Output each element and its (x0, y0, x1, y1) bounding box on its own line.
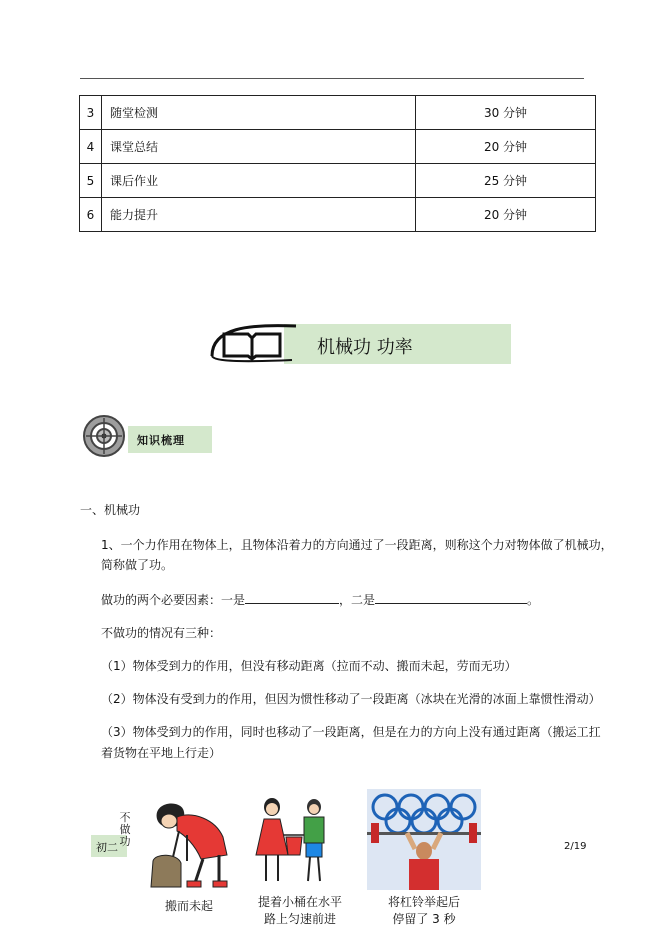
row-duration: 25 分钟 (416, 164, 596, 198)
definition-line-1: 1、一个力作用在物体上，且物体沿着力的方向通过了一段距离，则称这个力对物体做了机械功， (101, 538, 613, 552)
row-number: 4 (80, 130, 102, 164)
blank-2 (375, 591, 527, 604)
factors-line (101, 591, 539, 609)
caption-3-line-1: 将杠铃举起后 (387, 895, 460, 909)
factors-prefix: 做功的两个必要因素：一是 (101, 593, 246, 607)
factors-end: 。 (527, 593, 540, 607)
row-duration: 20 分钟 (416, 130, 596, 164)
schedule-table (79, 95, 596, 232)
row-activity: 随堂检测 (102, 96, 416, 130)
caption-1: 搬而未起 (164, 899, 213, 913)
weightlifter-photo (367, 789, 481, 890)
row-duration: 30 分钟 (416, 96, 596, 130)
table-row (80, 198, 596, 232)
target-icon (82, 414, 126, 458)
blank-1 (245, 591, 339, 604)
row-activity: 课堂总结 (102, 130, 416, 164)
row-activity: 能力提升 (102, 198, 416, 232)
header-rule (80, 78, 584, 79)
caption-3-line-2: 停留了 3 秒 (392, 912, 456, 926)
row-activity: 课后作业 (102, 164, 416, 198)
case-3-line-2: 着货物在平地上行走） (101, 746, 222, 760)
woman-lifting-illustration (143, 797, 239, 895)
not-working-label: 不做功 (119, 811, 131, 848)
open-book-icon (208, 318, 298, 364)
table-row (80, 130, 596, 164)
case-2: （2）物体没有受到力的作用，但因为惯性移动了一段距离（冰块在光滑的冰面上靠惯性滑动） (101, 692, 601, 706)
row-number: 5 (80, 164, 102, 198)
table-row (80, 96, 596, 130)
case-3-line-1: （3）物体受到力的作用，同时也移动了一段距离，但是在力的方向上没有通过距离（搬运工扛 (101, 725, 601, 739)
page-number: 2/19 (564, 841, 587, 852)
row-duration: 20 分钟 (416, 198, 596, 232)
row-number: 6 (80, 198, 102, 232)
caption-2-line-1: 提着小桶在水平 (257, 895, 342, 909)
caption-2-line-2: 路上匀速前进 (263, 912, 336, 926)
table-row (80, 164, 596, 198)
section-badge-label: 知识梳理 (137, 434, 185, 447)
no-work-intro: 不做功的情况有三种： (101, 626, 222, 640)
footer-label: 初二 (96, 841, 118, 854)
row-number: 3 (80, 96, 102, 130)
definition-line-2: 简称做了功。 (101, 558, 174, 572)
chapter-title: 机械功 功率 (317, 337, 413, 358)
section-heading: 一、机械功 (80, 503, 141, 517)
factors-mid: ，二是 (339, 593, 376, 607)
bucket-carry-illustration (244, 795, 340, 891)
case-1: （1）物体受到力的作用，但没有移动距离（拉而不动、搬而未起，劳而无功） (101, 659, 517, 673)
